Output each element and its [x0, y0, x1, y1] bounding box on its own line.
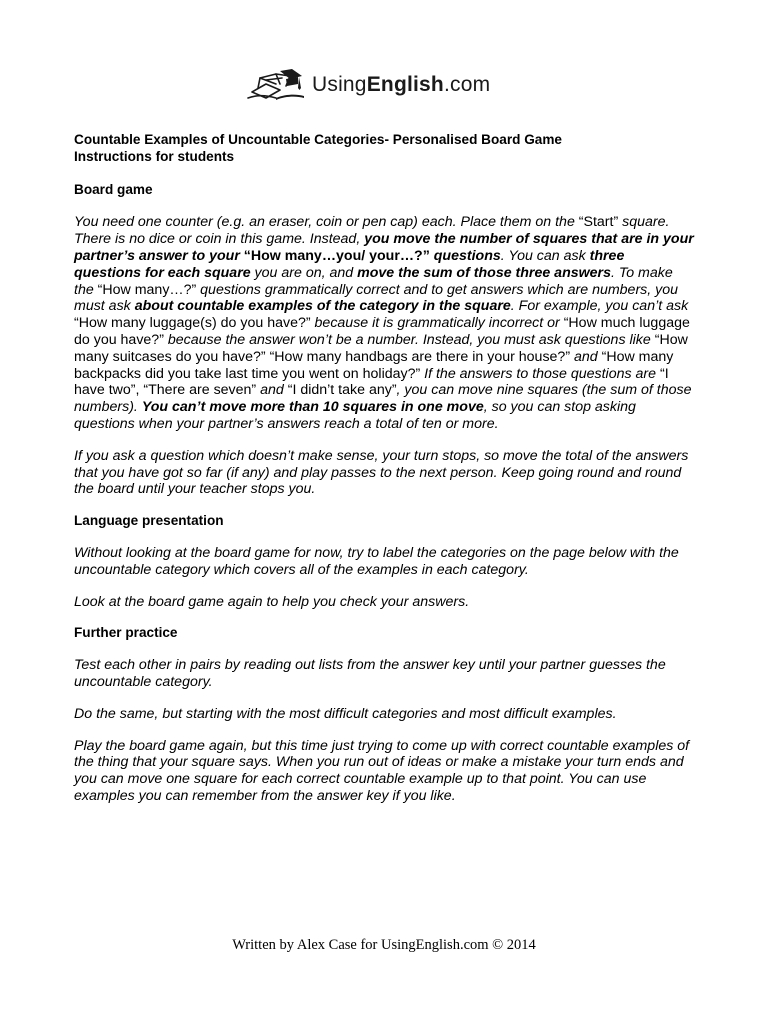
logo-wordmark: UsingEnglish.com: [312, 73, 491, 96]
document-body: [74, 132, 694, 805]
page-footer: Written by Alex Case for UsingEnglish.com © 2014: [232, 937, 536, 953]
graduation-cap-icon: [246, 68, 308, 104]
section-heading-further-practice: Further practice: [74, 625, 178, 641]
further-practice-paragraph-1: Test each other in pairs by reading out lists from the answer key until your partner guesses the uncountable category.: [74, 657, 666, 690]
further-practice-paragraph-3: Play the board game again, but this time just trying to come up with correct countable examples of the thing that your square says. When you run out of ideas or make a mistake your turn ends and you can move one square for each correct countable example up to that point. You can use examples you can remember from the answer key if you like.: [74, 737, 690, 804]
document-title: Countable Examples of Uncountable Categories- Personalised Board Game Instructions for students: [74, 132, 562, 164]
section-heading-language-presentation: Language presentation: [74, 513, 224, 529]
usingenglish-logo: [246, 66, 536, 106]
language-presentation-paragraph-1: Without looking at the board game for now, try to label the categories on the page below with the uncountable category which covers all of the examples in each category.: [74, 544, 679, 578]
board-game-paragraph-1: You need one counter (e.g. an eraser, coin or pen cap) each. Place them on the “Start” square. There is no dice or coin in this game. Instead, you move the number of squares that are in your partner’s answer to your “How many…you/ your…?” questions. You can ask three questions for each square you are on, and move the sum of those three answers. To make the “How many…?” questions grammatically correct and to get answers which are numbers, you must ask about countable examples of the category in the square. For example, you can’t ask “How many luggage(s) do you have?” because it is grammatically incorrect or “How much luggage do you have?” because the answer won’t be a number. Instead, you must ask questions like “How many suitcases do you have?” “How many handbags are there in your house?” and “How many backpacks did you take last time you went on holiday?” If the answers to those questions are “I have two”, “There are seven” and “I didn’t take any”, you can move nine squares (the sum of those numbers). You can’t move more than 10 squares in one move, so you can stop asking questions when your partner’s answers reach a total of ten or more.: [74, 214, 694, 432]
further-practice-paragraph-2: Do the same, but starting with the most difficult categories and most difficult examples.: [74, 705, 617, 722]
section-heading-board-game: Board game: [74, 181, 153, 197]
board-game-paragraph-2: If you ask a question which doesn’t make sense, your turn stops, so move the total of the answers that you have got so far (if any) and play passes to the next person. Keep going round and round the board until your teacher stops you.: [74, 447, 689, 498]
language-presentation-paragraph-2: Look at the board game again to help you check your answers.: [74, 593, 470, 610]
